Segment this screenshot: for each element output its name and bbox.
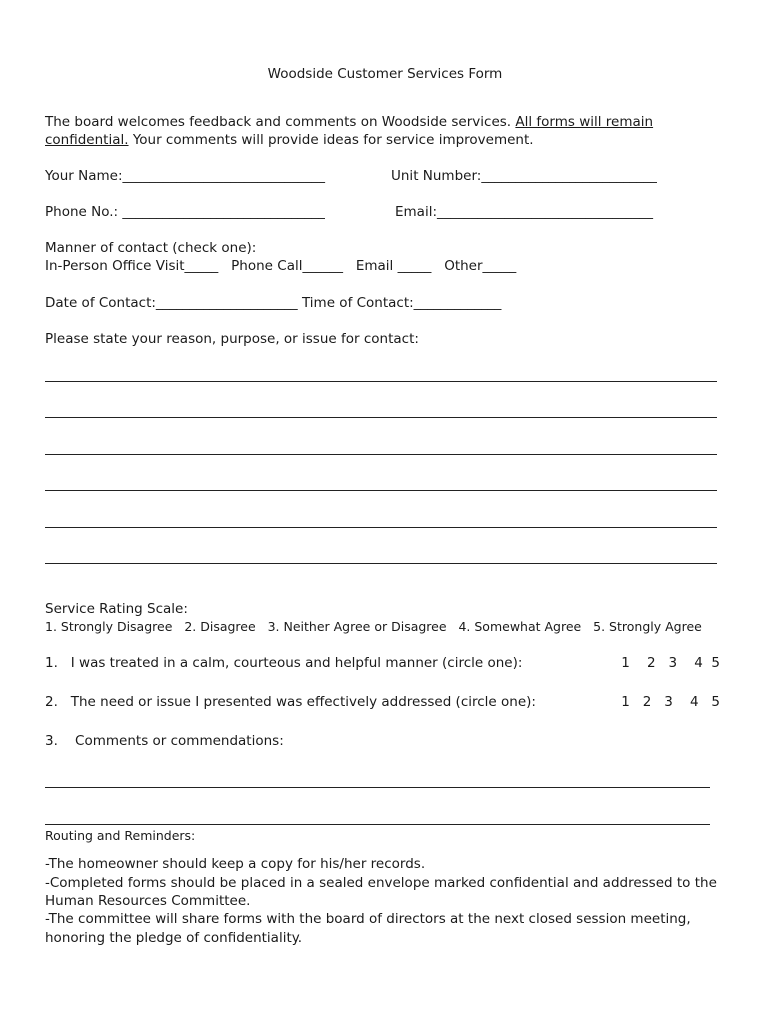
question-1-rating[interactable]: 1 2 3 4 5 <box>621 655 720 671</box>
reason-line[interactable] <box>45 381 717 382</box>
comments-line[interactable] <box>45 787 710 788</box>
routing-note: -The committee will share forms with the board of directors at the next closed session meeting, <box>45 911 691 927</box>
phone-field[interactable]: Phone No.: ______________________________ <box>45 204 325 220</box>
routing-note: -The homeowner should keep a copy for his/her records. <box>45 856 426 872</box>
routing-note: Human Resources Committee. <box>45 893 251 909</box>
question-2-rating[interactable]: 1 2 3 4 5 <box>621 694 720 710</box>
rating-heading: Service Rating Scale: <box>45 601 188 617</box>
reason-line[interactable] <box>45 417 717 418</box>
intro-line-2 <box>45 131 534 149</box>
contact-options[interactable]: In-Person Office Visit_____ Phone Call______ Email _____ Other_____ <box>45 258 517 274</box>
intro-text: Your comments will provide ideas for service improvement. <box>128 132 534 148</box>
contact-manner-heading: Manner of contact (check one): <box>45 240 257 256</box>
email-field[interactable]: Email:________________________________ <box>395 204 654 220</box>
reason-line[interactable] <box>45 454 717 455</box>
form-title: Woodside Customer Services Form <box>267 66 503 82</box>
routing-note: -Completed forms should be placed in a sealed envelope marked confidential and addressed to the <box>45 875 717 891</box>
intro-underlined-text: All forms will remain <box>515 114 654 130</box>
question-1: 1. I was treated in a calm, courteous and helpful manner (circle one): <box>45 655 523 671</box>
intro-line-1 <box>45 113 653 131</box>
name-field[interactable]: Your Name:______________________________ <box>45 168 325 184</box>
question-2: 2. The need or issue I presented was effectively addressed (circle one): <box>45 694 536 710</box>
intro-underlined-text: confidential. <box>45 132 129 148</box>
routing-note: honoring the pledge of confidentiality. <box>45 930 303 946</box>
reason-line[interactable] <box>45 563 717 564</box>
intro-text: The board welcomes feedback and comments on Woodside services. <box>45 114 516 130</box>
reason-prompt: Please state your reason, purpose, or issue for contact: <box>45 331 419 347</box>
reason-line[interactable] <box>45 527 717 528</box>
comments-line[interactable] <box>45 824 710 825</box>
rating-scale-legend: 1. Strongly Disagree 2. Disagree 3. Neither Agree or Disagree 4. Somewhat Agree 5. Strongly Agree <box>45 619 702 634</box>
reason-line[interactable] <box>45 490 717 491</box>
unit-number-field[interactable]: Unit Number:__________________________ <box>391 168 657 184</box>
date-time-fields[interactable]: Date of Contact:_____________________ Time of Contact:_____________ <box>45 295 502 311</box>
routing-heading: Routing and Reminders: <box>45 828 196 843</box>
question-3: 3. Comments or commendations: <box>45 733 284 749</box>
